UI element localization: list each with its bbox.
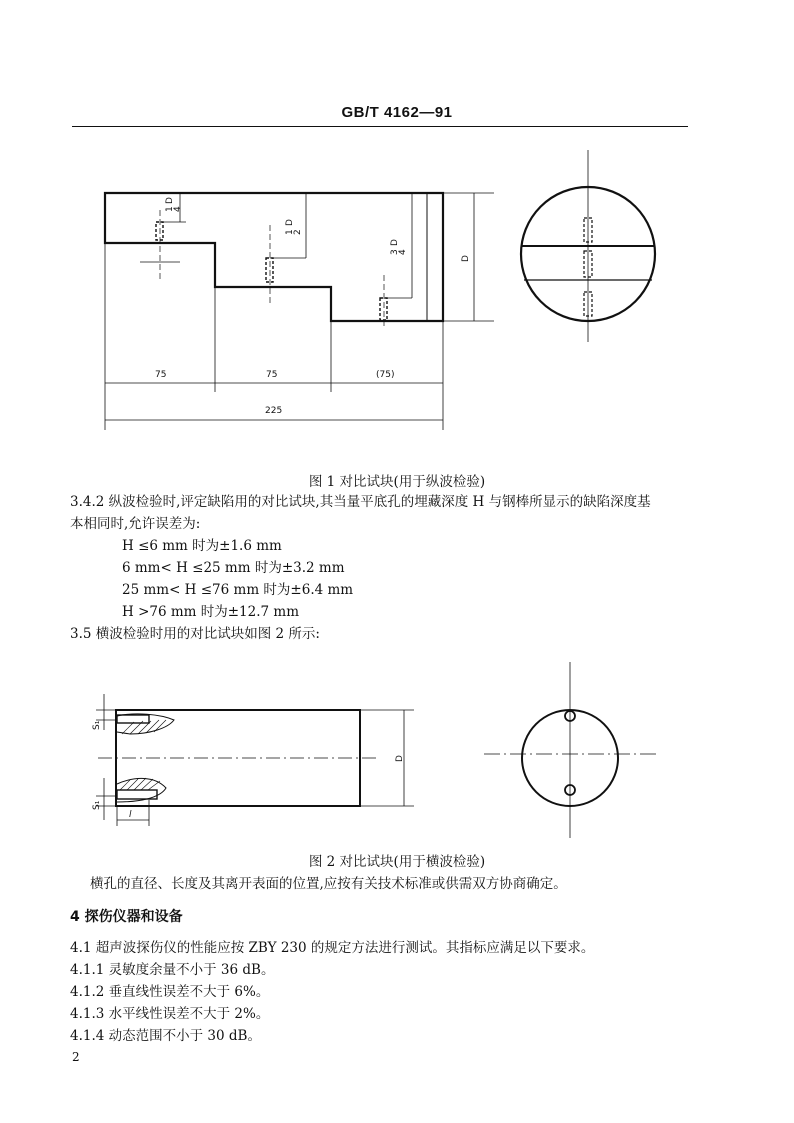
page-number: 2 [72, 1050, 80, 1064]
frac3-den: 4 [398, 249, 408, 255]
dim-75-b: 75 [266, 370, 278, 380]
section-3-5: 3.5 横波检验时用的对比试块如图 2 所示: [70, 626, 320, 642]
frac2-var: D [285, 219, 295, 226]
figure-1-caption: 图 1 对比试块(用于纵波检验) [308, 474, 486, 490]
tolerance-1: H ≤6 mm 时为±1.6 mm [122, 538, 282, 554]
figure-2-drawing [0, 650, 794, 850]
s1-bottom-label: S₁ [92, 800, 102, 810]
frac1-var: D [165, 197, 175, 204]
frac2-num: 1 [285, 229, 295, 235]
diameter-label: D [461, 255, 471, 262]
dim-225: 225 [265, 406, 283, 416]
tolerance-3: 25 mm< H ≤76 mm 时为±6.4 mm [122, 582, 354, 598]
dim-75-a: 75 [155, 370, 167, 380]
section-4-heading: 4 探伤仪器和设备 [70, 909, 183, 925]
figure-2-note: 横孔的直径、长度及其离开表面的位置,应按有关技术标准或供需双方协商确定。 [90, 876, 567, 892]
section-4-1: 4.1 超声波探伤仪的性能应按 ZBY 230 的规定方法进行测试。其指标应满足以下要求。 [70, 940, 595, 956]
stepped-block-outline [105, 193, 443, 321]
d-label-2: D [395, 755, 405, 762]
frac1-num: 1 [165, 206, 175, 212]
figure-1-drawing [0, 0, 794, 470]
standard-number: GB/T 4162—91 [341, 104, 453, 121]
section-4-1-2: 4.1.2 垂直线性误差不大于 6%。 [70, 984, 270, 1000]
frac2-den: 2 [293, 229, 303, 235]
tolerance-2: 6 mm< H ≤25 mm 时为±3.2 mm [122, 560, 345, 576]
l-label: l [129, 810, 132, 820]
section-4-1-4: 4.1.4 动态范围不小于 30 dB。 [70, 1028, 261, 1044]
section-4-1-1: 4.1.1 灵敏度余量不小于 36 dB。 [70, 962, 275, 978]
s1-top-label: S₁ [92, 720, 102, 730]
section-4-1-3: 4.1.3 水平线性误差不大于 2%。 [70, 1006, 270, 1022]
tolerance-4: H >76 mm 时为±12.7 mm [122, 604, 300, 620]
dim-75-c: (75) [376, 370, 395, 380]
figure-2-caption: 图 2 对比试块(用于横波检验) [308, 854, 486, 870]
section-3-4-2-line2: 本相同时,允许误差为: [70, 516, 201, 532]
section-3-4-2-line1: 3.4.2 纵波检验时,评定缺陷用的对比试块,其当量平底孔的埋藏深度 H 与钢棒所显示的缺陷深度基 [70, 494, 651, 510]
frac3-num: 3 [390, 249, 400, 255]
frac3-var: D [390, 239, 400, 246]
frac1-den: 4 [173, 206, 183, 212]
